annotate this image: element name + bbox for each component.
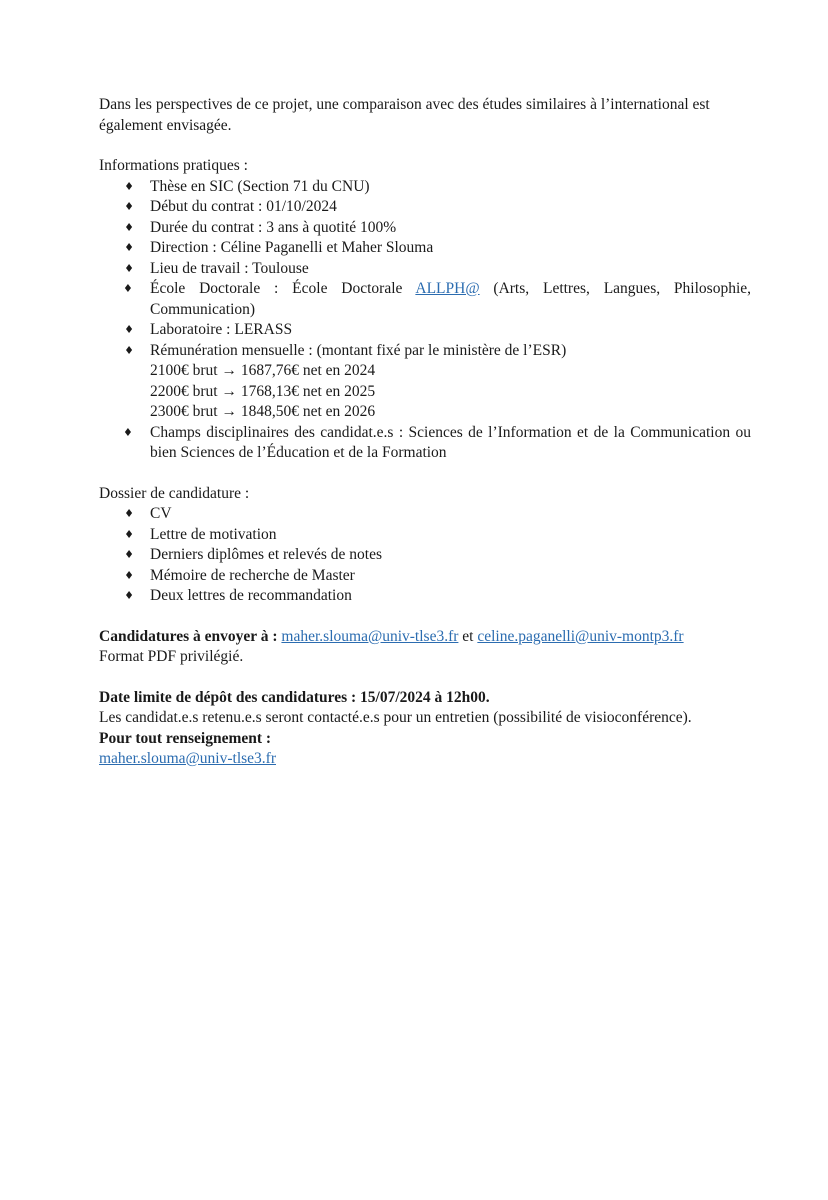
format-note: Format PDF privilégié. — [99, 648, 244, 665]
email-link-contact[interactable]: maher.slouma@univ-tlse3.fr — [99, 750, 276, 767]
list-item: ♦ Durée du contrat : 3 ans à quotité 100% — [99, 218, 751, 239]
list-item-remuneration: ♦ Rémunération mensuelle : (montant fixé par le ministère de l’ESR) 2100€ brut → 1687,76€ net en 2024 2200€ brut → 1768,13€ net en 2025 2300€ brut → 1848,50€ net en 2026 — [99, 341, 751, 423]
diamond-bullet-icon: ♦ — [124, 261, 134, 275]
salary-line: 2100€ brut → 1687,76€ net en 2024 — [150, 362, 376, 379]
list-item: ♦ Deux lettres de recommandation — [99, 586, 751, 607]
list-item: ♦ Lieu de travail : Toulouse — [99, 259, 751, 280]
diamond-bullet-icon: ♦ — [124, 568, 134, 582]
list-item: ♦ Direction : Céline Paganelli et Maher Slouma — [99, 238, 751, 259]
diamond-bullet-icon: ♦ — [124, 220, 134, 234]
diamond-bullet-icon: ♦ — [124, 241, 134, 254]
list-item-ecole-doctorale: ♦ École Doctorale : École Doctorale ALLPH@ (Arts, Lettres, Langues, Philosophie, Communication) — [123, 280, 751, 318]
diamond-bullet-icon: ♦ — [124, 179, 134, 193]
list-item: ♦ Début du contrat : 01/10/2024 — [99, 197, 751, 218]
intro-paragraph: Dans les perspectives de ce projet, une comparaison avec des études similaires à l’international est également envisagée. — [99, 96, 710, 134]
info-section-title: Informations pratiques : — [99, 157, 248, 174]
diamond-bullet-icon: ♦ — [124, 200, 134, 213]
allph-link[interactable]: ALLPH@ — [415, 280, 480, 297]
deadline-label: Date limite de dépôt des candidatures : 15/07/2024 à 12h00. — [99, 688, 490, 706]
document-page — [99, 95, 751, 770]
list-item: ♦ Lettre de motivation — [99, 525, 751, 546]
diamond-bullet-icon: ♦ — [124, 548, 134, 561]
diamond-bullet-icon: ♦ — [123, 425, 133, 439]
list-item: ♦ Mémoire de recherche de Master — [99, 566, 751, 587]
interview-note: Les candidat.e.s retenu.e.s seront contacté.e.s pour un entretien (possibilité de visioconférence). — [99, 709, 692, 726]
diamond-bullet-icon: ♦ — [123, 282, 133, 295]
diamond-bullet-icon: ♦ — [124, 343, 134, 357]
info-contact-line — [99, 749, 751, 770]
diamond-bullet-icon: ♦ — [124, 527, 134, 541]
email-link-paganelli[interactable]: celine.paganelli@univ-montp3.fr — [477, 627, 684, 645]
diamond-bullet-icon: ♦ — [124, 589, 134, 602]
list-item-champs: ♦ Champs disciplinaires des candidat.e.s : Sciences de l’Information et de la Communication ou bien Sciences de l’Éducation et de la Formation — [123, 423, 751, 461]
list-item: ♦ CV — [99, 504, 751, 525]
salary-line: 2300€ brut → 1848,50€ net en 2026 — [150, 403, 376, 420]
diamond-bullet-icon: ♦ — [124, 323, 134, 336]
candidatures-label: Candidatures à envoyer à : — [99, 627, 282, 645]
info-list — [99, 177, 751, 464]
spacer — [99, 668, 751, 688]
dossier-list — [99, 504, 751, 607]
list-item: ♦ Laboratoire : LERASS — [99, 320, 751, 341]
list-item: ♦ Derniers diplômes et relevés de notes — [99, 545, 751, 566]
diamond-bullet-icon: ♦ — [124, 507, 134, 520]
dossier-section-title: Dossier de candidature : — [99, 484, 250, 502]
candidatures-line: Candidatures à envoyer à : maher.slouma@univ-tlse3.fr et celine.paganelli@univ-montp3.fr — [99, 627, 684, 645]
list-item: ♦ Thèse en SIC (Section 71 du CNU) — [99, 177, 751, 198]
email-link-slouma[interactable]: maher.slouma@univ-tlse3.fr — [281, 627, 459, 645]
info-contact-label: Pour tout renseignement : — [99, 729, 272, 747]
salary-line: 2200€ brut → 1768,13€ net en 2025 — [150, 382, 376, 400]
